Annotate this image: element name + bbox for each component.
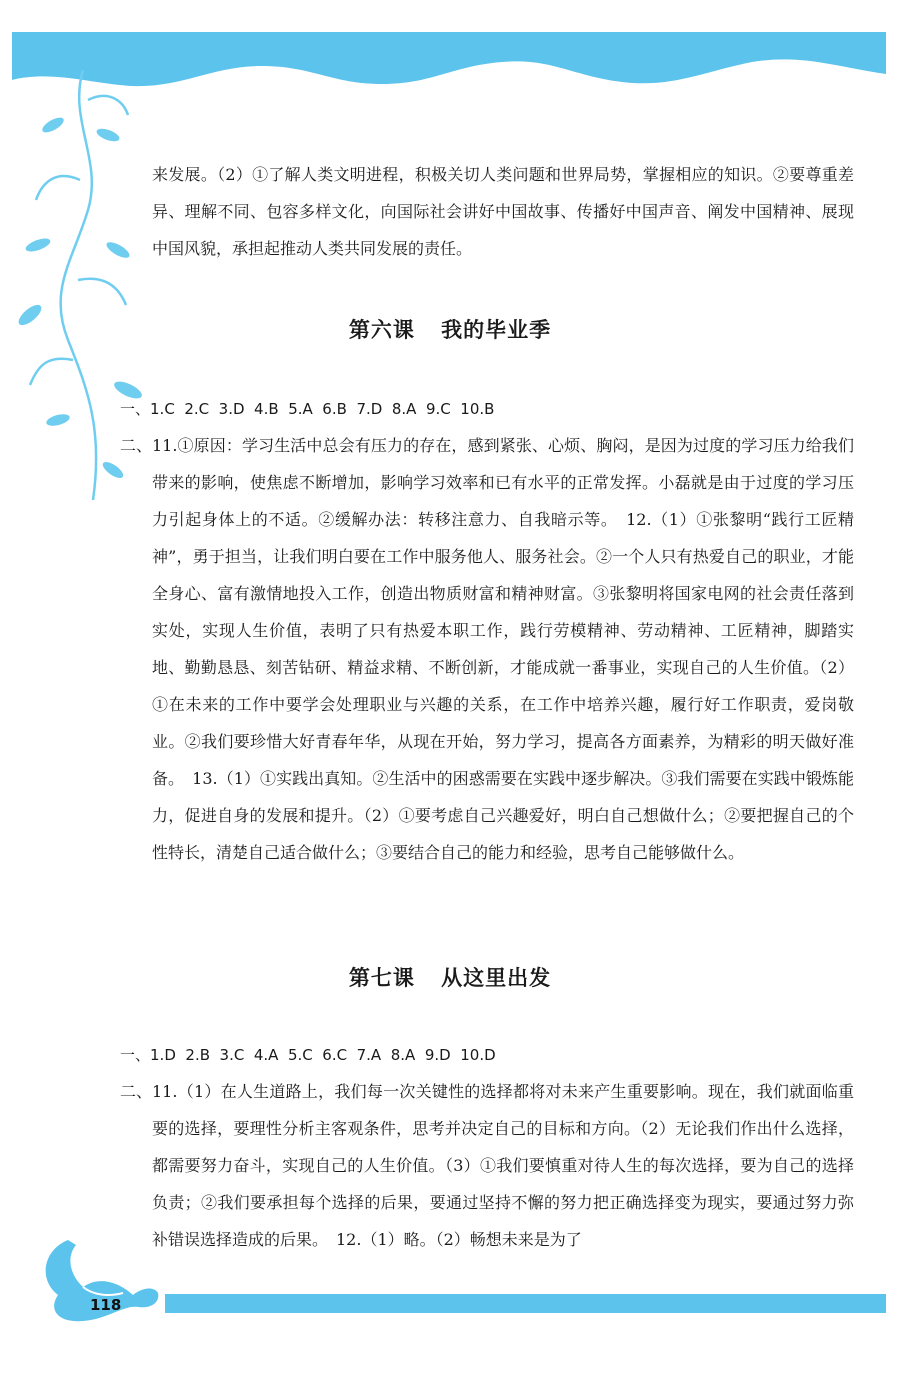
lesson7-q2-text: 11.（1）在人生道路上，我们每一次关键性的选择都将对未来产生重要影响。现在，我们就面临重要的选择，要理性分析主客观条件，思考并决定自己的目标和方向。（2）无论我们作出什么选择，都需要努力奋斗，实现自己的人生价值。（3）①我们要慎重对待人生的每次选择，要为自己的选择负责；②我们要承担每个选择的后果，要通过坚持不懈的努力把正确选择变为现实，要通过努力弥补错误选择造成的后果。 12.（1）略。（2）畅想未来是为了	[152, 1082, 854, 1249]
footer-bar	[165, 1294, 886, 1313]
page-number: 118	[90, 1296, 122, 1314]
lesson6-title: 第六课 我的毕业季	[348, 318, 552, 342]
lesson7-q2-block	[120, 1073, 854, 1258]
lesson7-title: 第七课 从这里出发	[348, 966, 552, 990]
lesson6-q1-answers: 1.C 2.C 3.D 4.B 5.A 6.B 7.D 8.A 9.C 10.B	[150, 400, 495, 418]
lesson6-q1-number: 一、	[120, 400, 151, 418]
lesson7-q2-number: 二、	[120, 1082, 153, 1101]
lesson7-q1-number: 一、	[120, 1046, 151, 1064]
lesson6-q1-row	[120, 398, 494, 419]
lesson6-q2-block	[120, 427, 854, 871]
intro-paragraph: 来发展。（2）①了解人类文明进程，积极关切人类问题和世界局势，掌握相应的知识。②要尊重差异、理解不同、包容多样文化，向国际社会讲好中国故事、传播好中国声音、阐发中国精神、展现中国风貌，承担起推动人类共同发展的责任。	[152, 165, 854, 258]
lesson6-q2-number: 二、	[120, 436, 153, 455]
lesson7-q1-answers: 1.D 2.B 3.C 4.A 5.C 6.C 7.A 8.A 9.D 10.D	[150, 1046, 496, 1064]
lesson6-q2-text: 11.①原因：学习生活中总会有压力的存在，感到紧张、心烦、胸闷，是因为过度的学习压力给我们带来的影响，使焦虑不断增加，影响学习效率和已有水平的正常发挥。小磊就是由于过度的学习压力引起身体上的不适。②缓解办法：转移注意力、自我暗示等。 12.（1）①张黎明“践行工匠精神”，勇于担当，让我们明白要在工作中服务他人、服务社会。②一个人只有热爱自己的职业，才能全身心、富有激情地投入工作，创造出物质财富和精神财富。③张黎明将国家电网的社会责任落到实处，实现人生价值，表明了只有热爱本职工作，践行劳模精神、劳动精神、工匠精神，脚踏实地、勤勤恳恳、刻苦钻研、精益求精、不断创新，才能成就一番事业，实现自己的人生价值。（2）①在未来的工作中要学会处理职业与兴趣的关系，在工作中培养兴趣，履行好工作职责，爱岗敬业。②我们要珍惜大好青春年华，从现在开始，努力学习，提高各方面素养，为精彩的明天做好准备。 13.（1）①实践出真知。②生活中的困惑需要在实践中逐步解决。③我们需要在实践中锻炼能力，促进自身的发展和提升。（2）①要考虑自己兴趣爱好，明白自己想做什么；②要把握自己的个性特长，清楚自己适合做什么；③要结合自己的能力和经验，思考自己能够做什么。	[152, 436, 854, 862]
lesson7-q1-row	[120, 1044, 496, 1065]
